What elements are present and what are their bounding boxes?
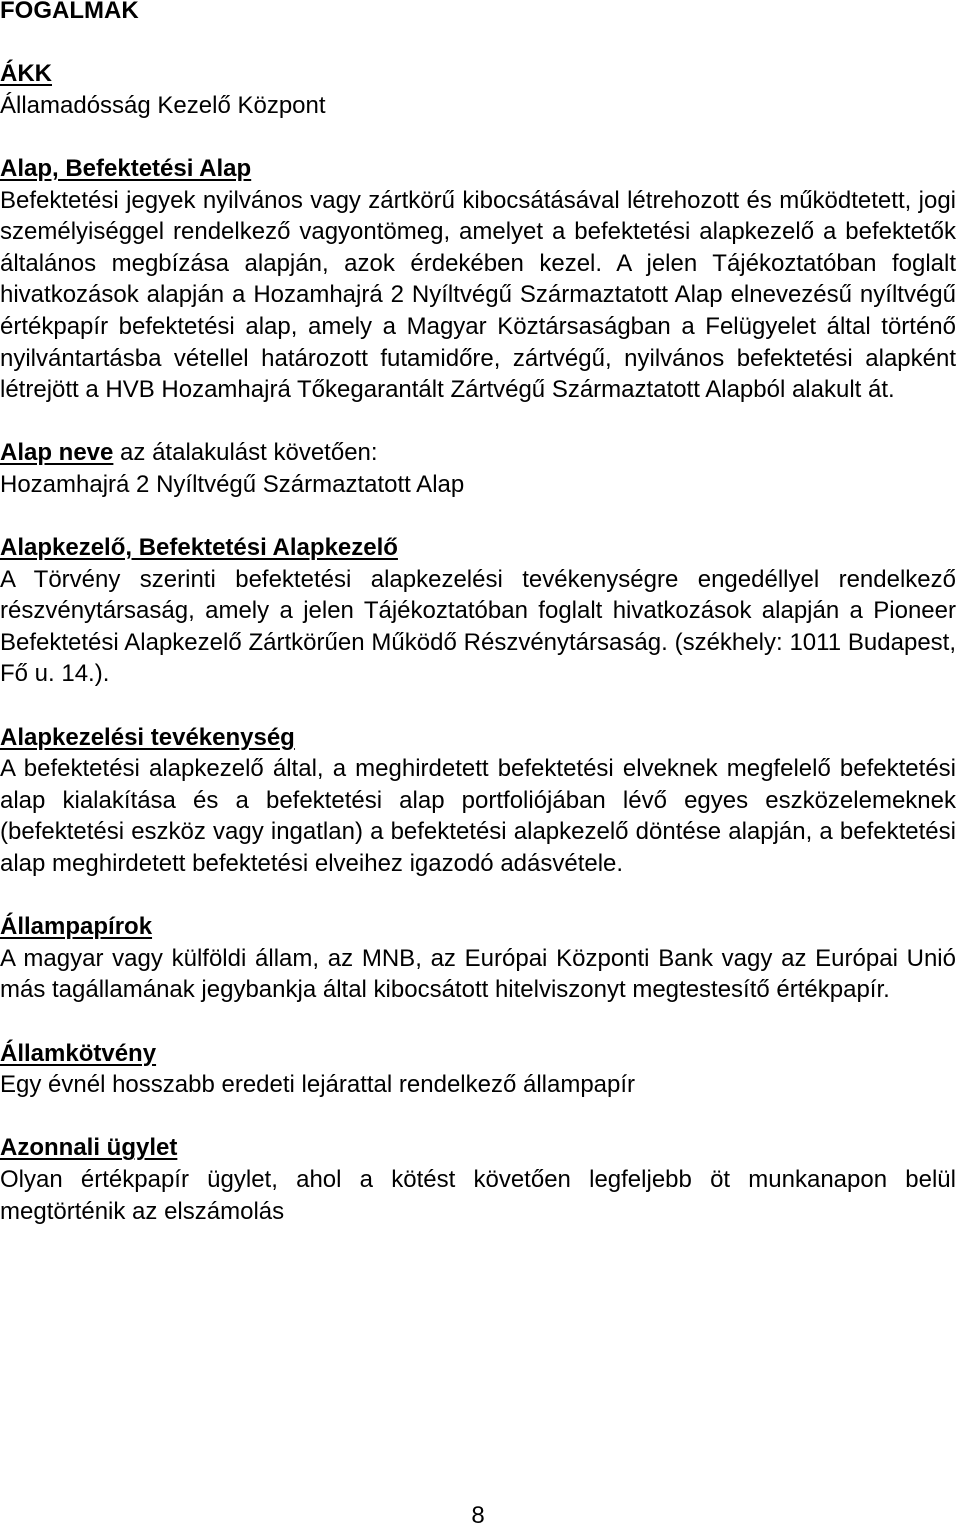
page-number: 8 [471, 1502, 485, 1529]
spacer [0, 1006, 956, 1038]
term-heading: Alap, Befektetési Alap [0, 154, 252, 182]
page-title: FOGALMAK [0, 0, 139, 24]
glossary-entry-alap [0, 153, 956, 406]
term-heading: Államkötvény [0, 1039, 157, 1067]
glossary-entry-allampapirok [0, 911, 956, 1006]
term-heading: Alap neve [0, 439, 114, 467]
term-definition: A magyar vagy külföldi állam, az MNB, az Európai Központi Bank vagy az Európai Unió más tagállamának jegybankja által kibocsátott hitelviszonyt megtestesítő értékpapír. [0, 944, 956, 1004]
spacer [0, 1101, 956, 1133]
glossary-entry-alapkezelesi-tevekenyseg [0, 722, 956, 880]
term-definition: Befektetési jegyek nyilvános vagy zártkörű kibocsátásával létrehozott és működtetett, jogi személyiséggel rendelkező vagyontömeg, amelyet a befektetési alapkezelő a befektetők általános megbízása alapján, azok érdekében kezel. A jelen Tájékoztatóban foglalt hivatkozások alapján a Hozamhajrá 2 Nyíltvégű Származtatott Alap elnevezésű nyíltvégű értékpapír befektetési alap, amely a Magyar Köztársaságban a Felügyelet által történő nyilvántartásba vétellel határozott futamidőre, zártvégű, nyilvános befektetési alapként létrejött a HVB Hozamhajrá Tőkegarantált Zártvégű Származtatott Alapból alakult át. [0, 186, 956, 404]
spacer [0, 690, 956, 722]
term-heading: ÁKK [0, 60, 52, 88]
spacer [0, 501, 956, 533]
term-line [0, 437, 956, 469]
term-definition: Államadósság Kezelő Központ [0, 91, 326, 119]
term-definition: Hozamhajrá 2 Nyíltvégű Származtatott Alap [0, 470, 465, 498]
glossary-entry-alapkezelo [0, 532, 956, 690]
term-heading: Alapkezelési tevékenység [0, 723, 295, 751]
glossary-entry-akk [0, 58, 956, 121]
term-heading: Alapkezelő, Befektetési Alapkezelő [0, 534, 398, 562]
term-definition: Olyan értékpapír ügylet, ahol a kötést követően legfeljebb öt munkanapon belül megtörténik az elszámolás [0, 1165, 956, 1225]
term-definition: A befektetési alapkezelő által, a meghirdetett befektetési elveknek megfelelő befektetési alap kialakítása és a befektetési alap portfoliójában lévő egyes eszközelemeknek (befektetési eszköz vagy ingatlan) a befektetési alapkezelő döntése alapján, a befektetési alap meghirdetett befektetési elveihez igazodó adásvétele. [0, 755, 956, 878]
term-definition: A Törvény szerinti befektetési alapkezelési tevékenységre engedéllyel rendelkező részvénytársaság, amely a jelen Tájékoztatóban foglalt hivatkozások alapján a Pioneer Befektetési Alapkezelő Zártkörűen Működő Részvénytársaság. (székhely: 1011 Budapest, Fő u. 14.). [0, 565, 956, 688]
term-suffix: az átalakulást követően: [113, 439, 378, 467]
spacer [0, 121, 956, 153]
term-heading: Állampapírok [0, 913, 153, 941]
spacer [0, 880, 956, 912]
spacer [0, 27, 956, 59]
glossary-entry-alap-neve [0, 437, 956, 500]
spacer [0, 406, 956, 438]
glossary-entry-allamkotveny [0, 1038, 956, 1101]
term-heading: Azonnali ügylet [0, 1134, 178, 1162]
glossary-entry-azonnali-ugylet [0, 1132, 956, 1227]
term-definition: Egy évnél hosszabb eredeti lejárattal rendelkező állampapír [0, 1071, 636, 1099]
